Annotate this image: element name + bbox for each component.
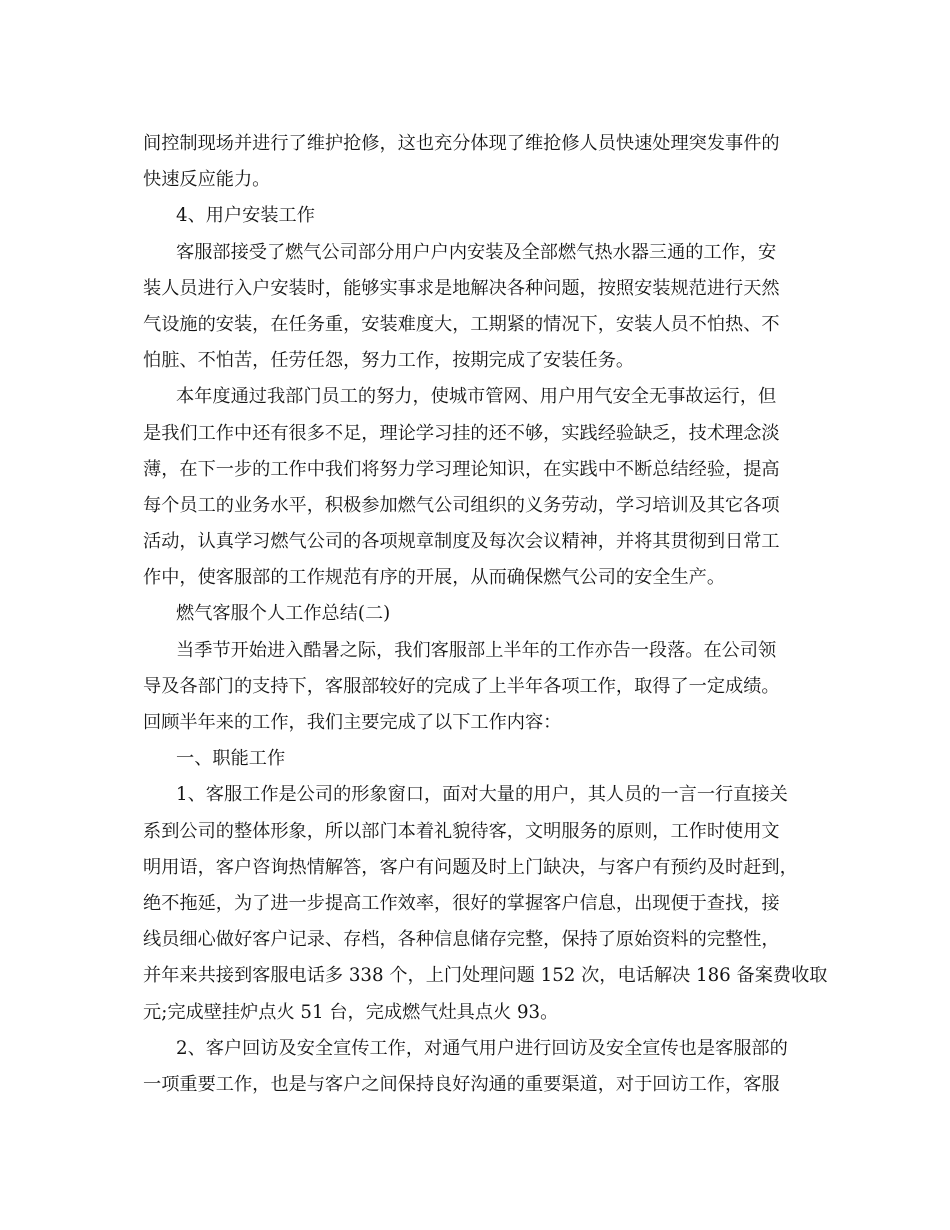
text-line: 怕脏、不怕苦，任劳任怨，努力工作，按期完成了安装任务。 — [143, 350, 635, 372]
paragraph-first-line: 当季节开始进入酷暑之际，我们客服部上半年的工作亦告一段落。在公司领 — [176, 639, 777, 661]
text-line: 回顾半年来的工作，我们主要完成了以下工作内容： — [143, 712, 562, 733]
text-line: 薄，在下一步的工作中我们将努力学习理论知识，在实践中不断总结经验，提高 — [143, 458, 780, 480]
section-heading: 一、职能工作 — [176, 748, 286, 770]
paragraph-first-line: 客服部接受了燃气公司部分用户户内安装及全部燃气热水器三通的工作，安 — [176, 241, 777, 263]
text-line: 活动，认真学习燃气公司的各项规章制度及每次会议精神，并将其贯彻到日常工 — [143, 531, 780, 553]
paragraph-first-line: 1、客服工作是公司的形象窗口，面对大量的用户，其人员的一言一行直接关 — [176, 784, 788, 806]
text-line: 一项重要工作，也是与客户之间保持良好沟通的重要渠道，对于回访工作，客服 — [143, 1073, 780, 1095]
paragraph-first-line: 2、客户回访及安全宣传工作，对通气用户进行回访及安全宣传也是客服部的 — [176, 1037, 788, 1059]
section-heading: 4、用户安装工作 — [176, 205, 315, 227]
text-line: 元;完成壁挂炉点火 51 台，完成燃气灶具点火 93。 — [143, 1001, 559, 1023]
text-line: 导及各部门的支持下，客服部较好的完成了上半年各项工作，取得了一定成绩。 — [143, 675, 780, 697]
text-line: 每个员工的业务水平，积极参加燃气公司组织的义务劳动，学习培训及其它各项 — [143, 494, 780, 516]
text-line: 装人员进行入户安装时，能够实事求是地解决各种问题，按照安装规范进行天然 — [143, 277, 780, 299]
paragraph-first-line: 本年度通过我部门员工的努力，使城市管网、用户用气安全无事故运行，但 — [176, 386, 777, 408]
text-line: 作中，使客服部的工作规范有序的开展，从而确保燃气公司的安全生产。 — [143, 567, 726, 589]
text-line: 明用语，客户咨询热情解答，客户有问题及时上门缺决，与客户有预约及时赶到， — [143, 856, 798, 878]
document-body — [143, 126, 828, 1103]
section-heading: 燃气客服个人工作总结(二) — [176, 603, 391, 625]
text-line: 绝不拖延，为了进一步提高工作效率，很好的掌握客户信息，出现便于查找，接 — [143, 892, 780, 914]
text-line: 气设施的安装，在任务重，安装难度大，工期紧的情况下，安装人员不怕热、不 — [143, 313, 780, 335]
text-line: 并年来共接到客服电话多 338 个，上门处理问题 152 次，电话解决 186 备案费收取 — [143, 965, 828, 987]
text-line: 间控制现场并进行了维护抢修，这也充分体现了维抢修人员快速处理突发事件的 — [143, 133, 780, 154]
text-line: 是我们工作中还有很多不足，理论学习挂的还不够，实践经验缺乏，技术理念淡 — [143, 422, 780, 444]
text-line: 线员细心做好客户记录、存档，各种信息储存完整，保持了原始资料的完整性， — [143, 929, 780, 951]
text-line: 快速反应能力。 — [143, 169, 271, 191]
text-line: 系到公司的整体形象，所以部门本着礼貌待客，文明服务的原则，工作时使用文 — [143, 820, 780, 842]
